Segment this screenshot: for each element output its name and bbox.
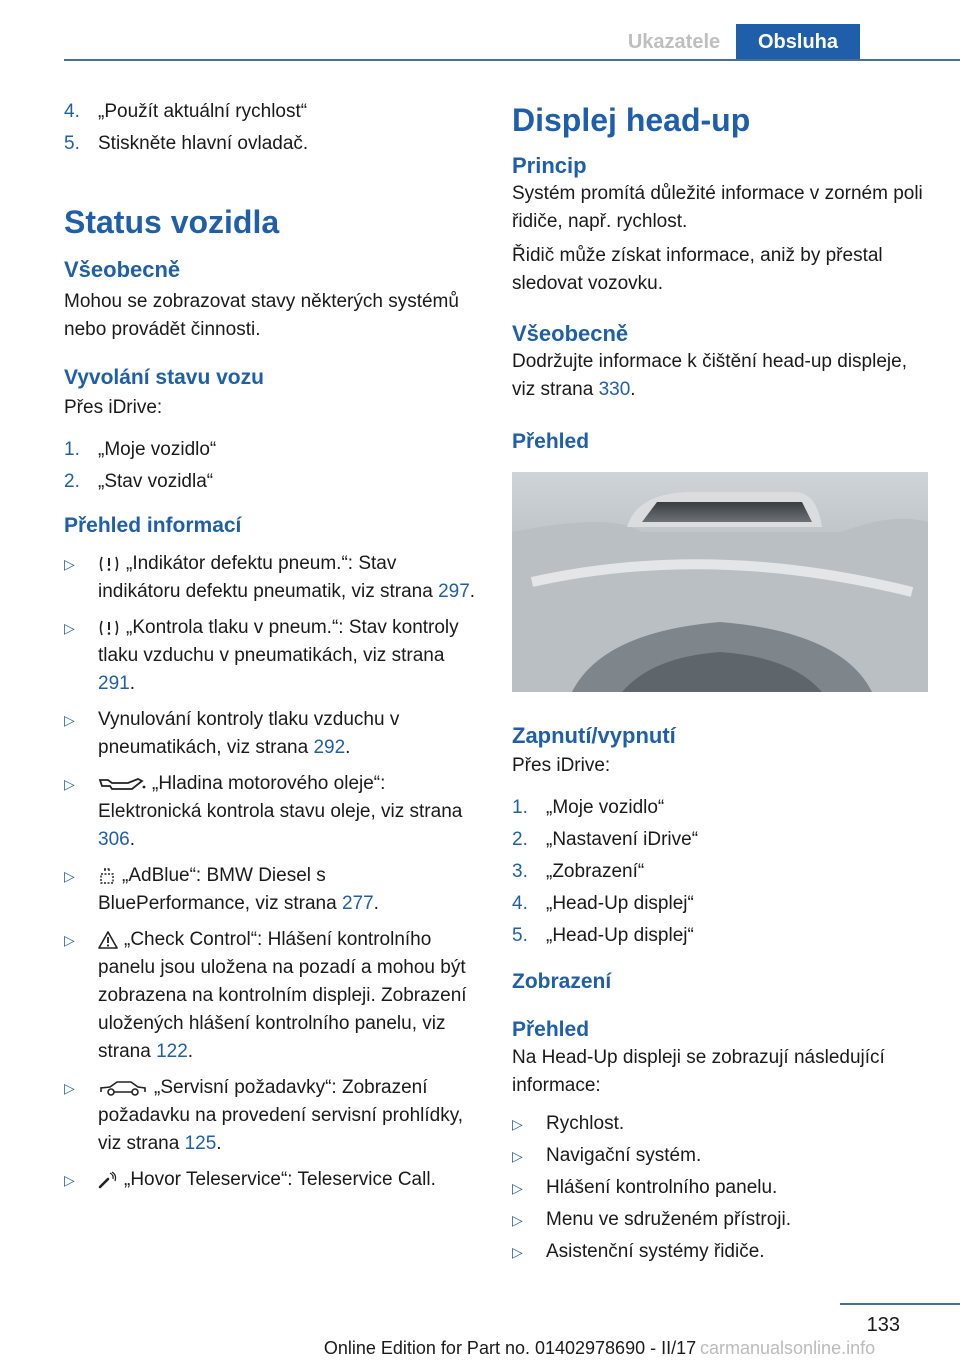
tab-ukazatele[interactable]: Ukazatele	[627, 30, 721, 53]
section-title-status: Status vozidla	[64, 204, 280, 240]
page-link[interactable]: 330	[598, 379, 631, 400]
list-item: ▷ „Hovor Teleservice“: Teleservice Call.	[64, 1166, 482, 1194]
list-item: ▷ „AdBlue“: BMW Diesel s BluePerformance, viz strana 277.	[64, 862, 482, 918]
bullet-triangle-icon: ▷	[64, 776, 75, 792]
page-link[interactable]: 125	[184, 1133, 217, 1154]
oil-can-icon	[98, 775, 146, 793]
heading-display: Zobrazení	[512, 970, 612, 993]
list-item: 2. „Stav vozidla“	[64, 471, 214, 492]
onoff-intro: Přes iDrive:	[512, 755, 611, 776]
wrench-call-icon	[98, 1171, 118, 1189]
bullet-triangle-icon: ▷	[64, 932, 75, 948]
list-item: ▷ Vynulování kontroly tlaku vzduchu v pneumatikách, viz strana 292.	[64, 706, 482, 762]
general-text: Dodržujte informace k čištění head-up displeje, viz strana 330.	[512, 351, 907, 400]
header-rule	[64, 59, 960, 61]
heading-call-status: Vyvolání stavu vozu	[64, 366, 264, 389]
list-item: 5. „Head-Up displej“	[512, 925, 694, 946]
list-item: 4. „Head-Up displej“	[512, 893, 694, 914]
bullet-triangle-icon: ▷	[64, 868, 75, 884]
list-item: 5. Stiskněte hlavní ovladač.	[64, 133, 309, 154]
adblue-icon	[98, 867, 116, 885]
page-link[interactable]: 292	[313, 737, 346, 758]
list-item: ▷ Rychlost.	[512, 1110, 930, 1138]
page-link[interactable]: 297	[438, 581, 470, 602]
display-items-list	[512, 1110, 930, 1266]
info-list	[64, 550, 482, 1194]
page-link[interactable]: 306	[98, 829, 130, 850]
page-number: 133	[866, 1314, 900, 1336]
footer-edition: Online Edition for Part no. 01402978690 - II/17	[323, 1338, 697, 1358]
bullet-triangle-icon: ▷	[512, 1116, 523, 1132]
service-car-icon	[98, 1079, 148, 1097]
list-item: ▷ Hlášení kontrolního panelu.	[512, 1174, 930, 1202]
bullet-triangle-icon: ▷	[64, 1172, 75, 1188]
bullet-triangle-icon: ▷	[64, 1080, 75, 1096]
display-text: Na Head-Up displeji se zobrazují následující informace:	[512, 1047, 885, 1096]
call-intro: Přes iDrive:	[64, 397, 163, 418]
principle-text-2: Řidič může získat informace, aniž by přestal sledovat vozovku.	[512, 245, 883, 294]
heading-overview: Přehled	[512, 430, 590, 453]
bullet-triangle-icon: ▷	[64, 556, 75, 572]
list-item: 3. „Zobrazení“	[512, 861, 645, 882]
bullet-triangle-icon: ▷	[512, 1148, 523, 1164]
right-column	[512, 98, 930, 1270]
list-item: 1. „Moje vozidlo“	[512, 797, 665, 818]
heading-display-overview: Přehled	[512, 1018, 590, 1041]
list-item: ▷ Navigační systém.	[512, 1142, 930, 1170]
watermark: carmanualsonline.info	[700, 1338, 876, 1358]
warning-triangle-icon	[98, 931, 118, 949]
tab-obsluha[interactable]: Obsluha	[736, 24, 860, 61]
call-steps-list	[64, 436, 482, 496]
bullet-triangle-icon: ▷	[64, 712, 75, 728]
page-link[interactable]: 291	[98, 673, 130, 694]
list-item: 4. „Použít aktuální rychlost“	[64, 101, 308, 122]
list-item: 2. „Nastavení iDrive“	[512, 829, 699, 850]
left-column	[64, 98, 482, 1202]
heading-overview: Přehled informací	[64, 514, 242, 537]
heading-general: Všeobecně	[512, 321, 629, 346]
list-item: ▷ Menu ve sdruženém přístroji.	[512, 1206, 930, 1234]
bullet-triangle-icon: ▷	[512, 1180, 523, 1196]
tire-warning-icon	[98, 619, 120, 637]
list-item: ▷ Asistenční systémy řidiče.	[512, 1238, 930, 1266]
headup-display-photo	[512, 472, 928, 692]
list-item: ▷ „Servisní požadavky“: Zobrazení požadavku na provedení servisní prohlídky, viz strana 125.	[64, 1074, 482, 1158]
onoff-steps-list	[512, 794, 930, 950]
bullet-triangle-icon: ▷	[512, 1244, 523, 1260]
bullet-triangle-icon: ▷	[512, 1212, 523, 1228]
page-link[interactable]: 277	[341, 893, 374, 914]
heading-on-off: Zapnutí/vypnutí	[512, 723, 676, 748]
general-text: Mohou se zobrazovat stavy některých systémů nebo provádět činnosti.	[64, 291, 459, 340]
principle-text-1: Systém promítá důležité informace v zorném poli řidiče, např. rychlost.	[512, 183, 923, 232]
bullet-triangle-icon: ▷	[64, 620, 75, 636]
section-title-headup: Displej head-up	[512, 102, 751, 138]
heading-general: Všeobecně	[64, 257, 181, 282]
list-item: ▷ „Check Control“: Hlášení kontrolního panelu jsou uložena na pozadí a mohou být zobrazena na kontrolním displeji. Zobrazení uložených hlášení kontrolního panelu, viz strana 122.	[64, 926, 482, 1066]
list-item: ▷ „Kontrola tlaku v pneum.“: Stav kontroly tlaku vzduchu v pneumatikách, viz strana 291.	[64, 614, 482, 698]
list-item: ▷ „Hladina motorového oleje“: Elektronická kontrola stavu oleje, viz strana 306.	[64, 770, 482, 854]
tire-warning-icon	[98, 555, 120, 573]
list-item: ▷ „Indikátor defektu pneum.“: Stav indikátoru defektu pneumatik, viz strana 297.	[64, 550, 482, 606]
page-number-rule	[840, 1303, 960, 1305]
heading-principle: Princip	[512, 153, 587, 178]
list-item: 1. „Moje vozidlo“	[64, 439, 217, 460]
page-link[interactable]: 122	[156, 1041, 188, 1062]
top-steps-list	[64, 98, 482, 158]
